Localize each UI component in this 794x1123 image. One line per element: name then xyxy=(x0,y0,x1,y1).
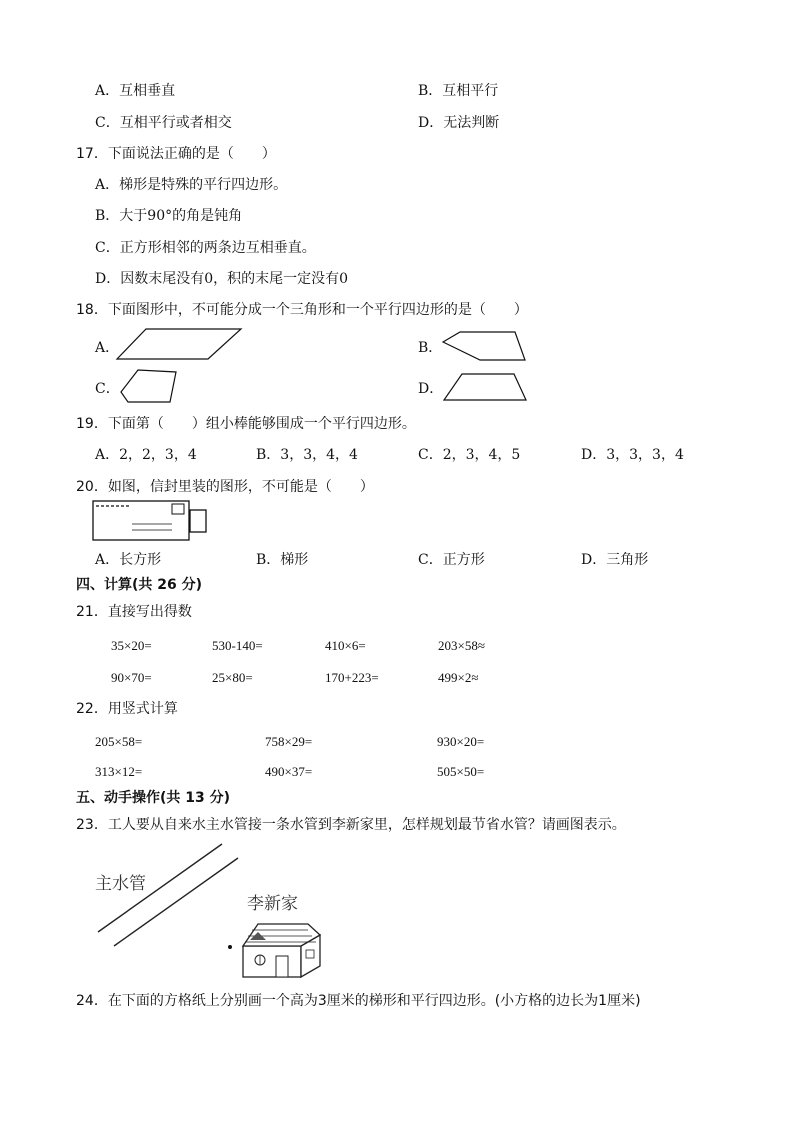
q21-item: 25×80= xyxy=(212,670,253,685)
q22-item: 205×58= xyxy=(95,734,143,749)
q21-item: 35×20= xyxy=(111,638,152,653)
q21-item: 203×58≈ xyxy=(438,638,485,653)
q22-stem: 22．用竖式计算 xyxy=(76,701,178,717)
q18-shape-b-pentagon-icon xyxy=(440,330,530,364)
q17-option-d: D．因数末尾没有0，积的末尾一定没有0 xyxy=(95,271,349,287)
q21-item: 170+223= xyxy=(325,670,379,685)
envelope-icon xyxy=(92,500,210,542)
q21-stem: 21．直接写出得数 xyxy=(76,604,192,620)
q20-stem: 20．如图，信封里装的图形，不可能是（ ） xyxy=(76,479,374,495)
q17-option-b: B．大于90°的角是钝角 xyxy=(95,208,243,224)
q22-item: 758×29= xyxy=(265,734,313,749)
q21-item: 410×6= xyxy=(325,638,366,653)
q20-option-c: C．正方形 xyxy=(418,552,485,568)
q21-item: 499×2≈ xyxy=(438,670,479,685)
q22-item: 930×20= xyxy=(437,734,485,749)
q22-item: 313×12= xyxy=(95,764,143,779)
q19-option-a: A．2，2，3，4 xyxy=(95,447,197,463)
house-label: 李新家 xyxy=(247,894,298,914)
q17-stem: 17．下面说法正确的是（ ） xyxy=(76,146,276,162)
q20-option-a: A．长方形 xyxy=(95,552,162,568)
q22-item: 505×50= xyxy=(437,764,485,779)
q18-shape-d-trapezoid-icon xyxy=(442,372,530,404)
q20-option-d: D．三角形 xyxy=(581,552,649,568)
q16-option-c: C．互相平行或者相交 xyxy=(95,115,232,131)
q18-option-a: A． xyxy=(95,340,120,356)
q17-option-a: A．梯形是特殊的平行四边形。 xyxy=(95,177,288,193)
q18-stem: 18．下面图形中，不可能分成一个三角形和一个平行四边形的是（ ） xyxy=(76,302,528,318)
q18-shape-a-parallelogram-icon xyxy=(115,327,245,363)
house-icon xyxy=(240,920,326,980)
q18-option-d: D． xyxy=(418,381,444,397)
q19-option-d: D．3，3，3，4 xyxy=(581,447,684,463)
q21-item: 530-140= xyxy=(212,638,263,653)
q18-shape-c-pentagon-icon xyxy=(118,368,182,406)
q18-option-b: B． xyxy=(418,340,443,356)
q16-option-d: D．无法判断 xyxy=(418,115,500,131)
q19-option-b: B．3，3，4，4 xyxy=(256,447,358,463)
q21-item: 90×70= xyxy=(111,670,152,685)
q16-option-b: B．互相平行 xyxy=(418,83,499,99)
q19-stem: 19．下面第（ ）组小棒能够围成一个平行四边形。 xyxy=(76,416,416,432)
q17-option-c: C．正方形相邻的两条边互相垂直。 xyxy=(95,240,316,256)
q19-option-c: C．2，3，4，5 xyxy=(418,447,521,463)
q18-option-c: C． xyxy=(95,381,120,397)
main-pipe-label: 主水管 xyxy=(95,874,146,894)
section-4-title: 四、计算(共 26 分) xyxy=(76,577,203,593)
q16-option-a: A．互相垂直 xyxy=(95,83,176,99)
section-5-title: 五、动手操作(共 13 分) xyxy=(76,790,231,806)
q24-stem: 24．在下面的方格纸上分别画一个高为3厘米的梯形和平行四边形。(小方格的边长为1厘米) xyxy=(76,993,641,1009)
q23-stem: 23．工人要从自来水主水管接一条水管到李新家里，怎样规划最节省水管？请画图表示。 xyxy=(76,817,626,833)
q22-item: 490×37= xyxy=(265,764,313,779)
q20-option-b: B．梯形 xyxy=(256,552,309,568)
